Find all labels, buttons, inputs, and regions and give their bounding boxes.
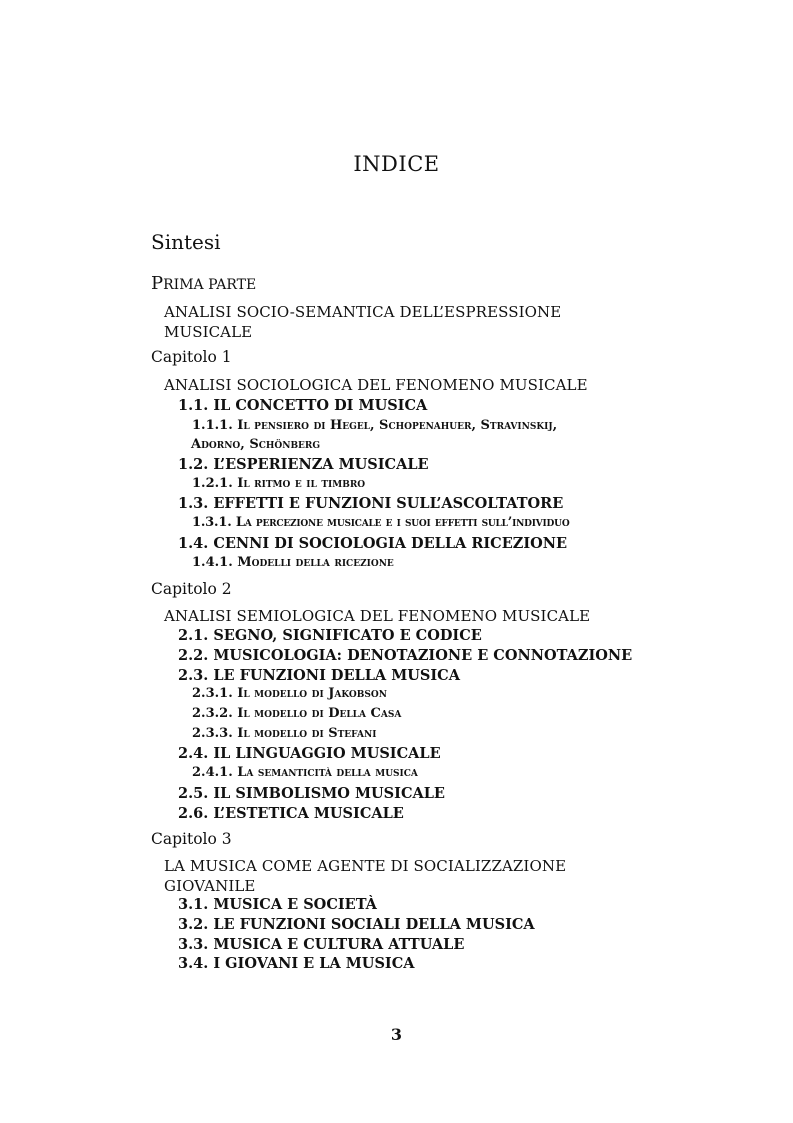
chapter-3-title-line-2: GIOVANILE bbox=[164, 877, 256, 895]
toc-entry-1-2: 1.2. L’ESPERIENZA MUSICALE bbox=[178, 456, 429, 473]
part-title-line-2: MUSICALE bbox=[164, 323, 253, 341]
toc-entry-3-4: 3.4. I GIOVANI E LA MUSICA bbox=[178, 955, 415, 972]
toc-entry-2-5: 2.5. IL SIMBOLISMO MUSICALE bbox=[178, 785, 445, 802]
part-heading bbox=[151, 273, 256, 294]
toc-entry-1-3: 1.3. EFFETTI E FUNZIONI SULL’ASCOLTATORE bbox=[178, 495, 564, 512]
toc-entry-1-3-1: 1.3.1. La percezione musicale e i suoi effetti sull’individuo bbox=[192, 515, 570, 530]
toc-entry-2-3-1: 2.3.1. Il modello di Jakobson bbox=[192, 686, 387, 701]
part-title-line-1: ANALISI SOCIO-SEMANTICA DELL’ESPRESSIONE bbox=[164, 303, 562, 321]
chapter-1-title: ANALISI SOCIOLOGICA DEL FENOMENO MUSICALE bbox=[164, 376, 588, 394]
chapter-3-title-line-1: LA MUSICA COME AGENTE DI SOCIALIZZAZIONE bbox=[164, 857, 567, 875]
toc-entry-2-1: 2.1. SEGNO, SIGNIFICATO E CODICE bbox=[178, 627, 482, 644]
part-heading-rest: RIMA PARTE bbox=[163, 277, 257, 293]
page-title: INDICE bbox=[353, 152, 440, 176]
toc-entry-1-1: 1.1. IL CONCETTO DI MUSICA bbox=[178, 397, 428, 414]
toc-entry-2-4-1: 2.4.1. La semanticità della musica bbox=[192, 765, 418, 780]
toc-entry-1-1-1: 1.1.1. Il pensiero di Hegel, Schopenahuer, Stravinskij, bbox=[192, 418, 558, 433]
part-heading-initial: P bbox=[151, 273, 164, 294]
sintesi-heading: Sintesi bbox=[151, 230, 221, 254]
toc-entry-1-4-1: 1.4.1. Modelli della ricezione bbox=[192, 555, 394, 570]
toc-entry-3-3: 3.3. MUSICA E CULTURA ATTUALE bbox=[178, 936, 465, 953]
toc-entry-2-6: 2.6. L’ESTETICA MUSICALE bbox=[178, 805, 404, 822]
toc-entry-3-1: 3.1. MUSICA E SOCIETÀ bbox=[178, 896, 377, 913]
chapter-2-title: ANALISI SEMIOLOGICA DEL FENOMENO MUSICALE bbox=[164, 607, 591, 625]
toc-entry-1-1-1-continued: Adorno, Schönberg bbox=[191, 437, 321, 452]
chapter-1-label: Capitolo 1 bbox=[151, 348, 232, 366]
toc-entry-2-4: 2.4. IL LINGUAGGIO MUSICALE bbox=[178, 745, 441, 762]
toc-entry-2-3-2: 2.3.2. Il modello di Della Casa bbox=[192, 706, 402, 721]
toc-entry-1-4: 1.4. CENNI DI SOCIOLOGIA DELLA RICEZIONE bbox=[178, 535, 568, 552]
toc-entry-2-3: 2.3. LE FUNZIONI DELLA MUSICA bbox=[178, 667, 460, 684]
toc-entry-2-3-3: 2.3.3. Il modello di Stefani bbox=[192, 726, 377, 741]
chapter-2-label: Capitolo 2 bbox=[151, 580, 232, 598]
toc-entry-1-2-1: 1.2.1. Il ritmo e il timbro bbox=[192, 476, 366, 491]
toc-entry-2-2: 2.2. MUSICOLOGIA: DENOTAZIONE E CONNOTAZIONE bbox=[178, 647, 633, 664]
chapter-3-label: Capitolo 3 bbox=[151, 830, 232, 848]
toc-entry-3-2: 3.2. LE FUNZIONI SOCIALI DELLA MUSICA bbox=[178, 916, 535, 933]
page-number: 3 bbox=[390, 1025, 403, 1044]
